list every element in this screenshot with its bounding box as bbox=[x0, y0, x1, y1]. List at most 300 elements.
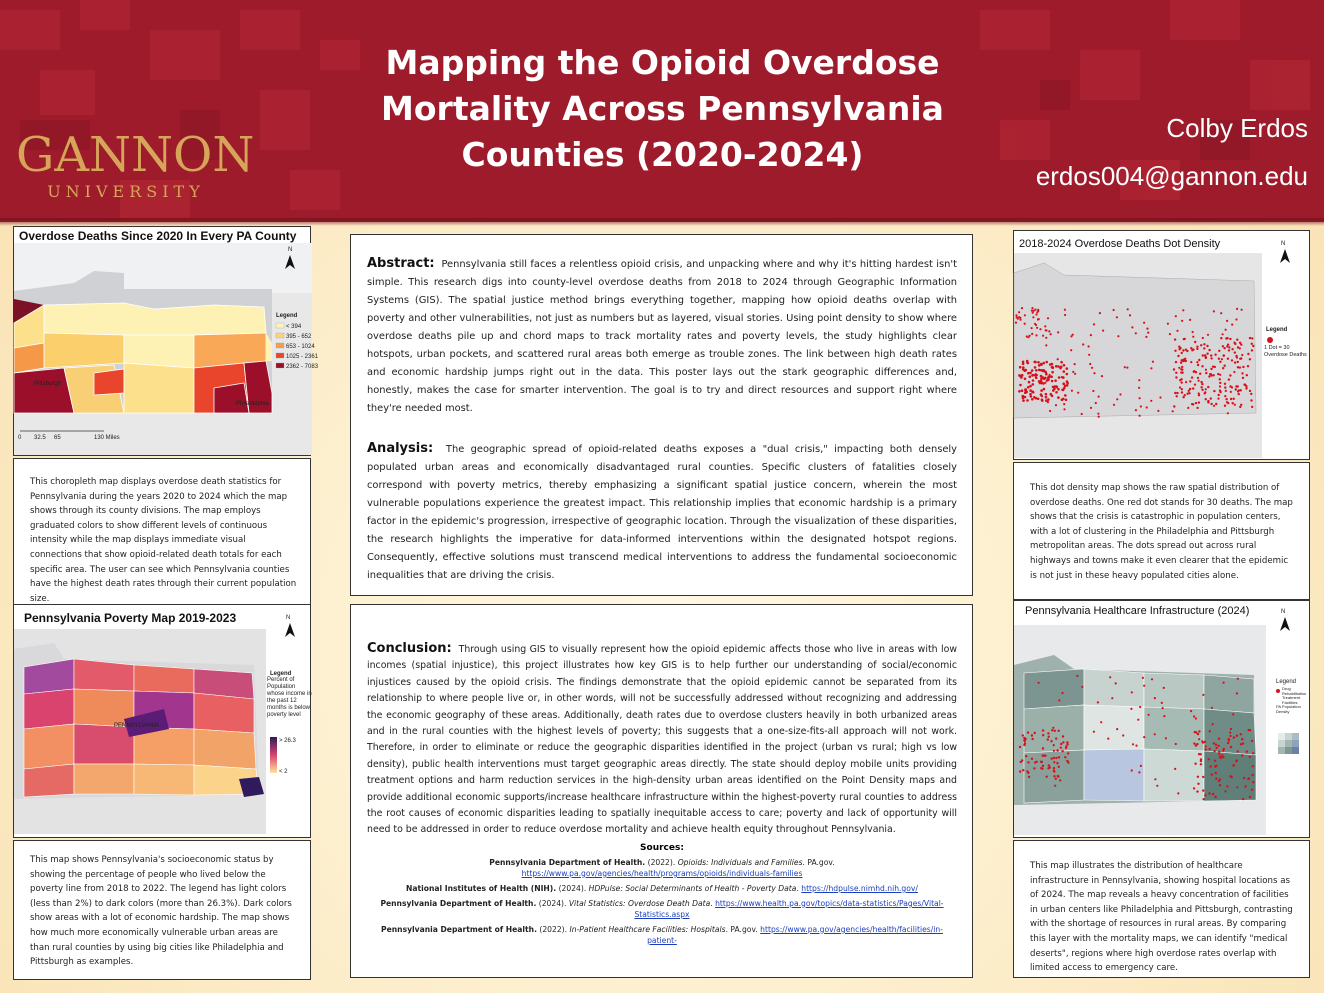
map-dot bbox=[1053, 750, 1055, 752]
map-dot bbox=[1229, 338, 1231, 340]
map-dot bbox=[1057, 775, 1059, 777]
map-dot bbox=[1178, 367, 1180, 369]
place-label-pennsylvania: PENNSYLVANIA bbox=[114, 723, 160, 729]
map-dot bbox=[1097, 701, 1099, 703]
map-dot bbox=[1135, 332, 1137, 334]
dot-legend bbox=[1264, 327, 1310, 369]
map-dot bbox=[1050, 393, 1053, 396]
map-dot bbox=[1241, 754, 1243, 756]
healthcare-caption: This map illustrates the distribution of healthcare infrastructure in Pennsylvania, showing hospital locations as of 2024. The map reveals a heavy concentration of facilities in urban centers like Philadelphia and Pittsburgh, contrasting with the shortage of resources in rural areas. By comparing this layer with the mortality maps, we can identify "medical deserts", regions where high overdose rates overlap with limited access to emergency care. bbox=[1030, 861, 1293, 974]
map-dot bbox=[1060, 747, 1062, 749]
map-dot bbox=[1024, 396, 1027, 399]
map-dot bbox=[1045, 337, 1047, 339]
map-dot bbox=[1196, 407, 1198, 409]
svg-text:130 Miles: 130 Miles bbox=[94, 435, 120, 441]
map-dot bbox=[1150, 400, 1152, 402]
map-dot bbox=[1240, 404, 1242, 406]
map-dot bbox=[1224, 790, 1226, 792]
map-dot bbox=[1236, 356, 1238, 358]
svg-text:N: N bbox=[286, 615, 291, 621]
map-dot bbox=[1179, 379, 1181, 381]
map-dot bbox=[1165, 737, 1167, 739]
source-item: Pennsylvania Department of Health. (2022). In-Patient Healthcare Facilities: Hospitals. PA.gov. https://www.pa.gov/agencies/health/facilities/in-patient- bbox=[381, 924, 943, 945]
map-dot bbox=[1052, 366, 1055, 369]
map-dot bbox=[1230, 728, 1232, 730]
map-dot bbox=[1038, 682, 1040, 684]
map-dot bbox=[1197, 377, 1199, 379]
map-dot bbox=[1019, 384, 1022, 387]
map-dot bbox=[1098, 416, 1100, 418]
map-dot bbox=[1209, 730, 1211, 732]
map-dot bbox=[1015, 322, 1017, 324]
map-dot bbox=[1042, 362, 1045, 365]
map-dot bbox=[1139, 415, 1141, 417]
map-dot bbox=[1045, 396, 1048, 399]
map-dot bbox=[1210, 403, 1212, 405]
map-dot bbox=[1034, 361, 1037, 364]
map-dot bbox=[1219, 778, 1221, 780]
map-dot bbox=[1039, 328, 1041, 330]
map-dot bbox=[1219, 385, 1221, 387]
map-dot bbox=[1044, 325, 1046, 327]
map-dot bbox=[1195, 744, 1197, 746]
map-dot bbox=[1051, 729, 1053, 731]
map-dot bbox=[1194, 763, 1196, 765]
map-dot bbox=[1224, 386, 1226, 388]
map-title: Pennsylvania Poverty Map 2019-2023 bbox=[24, 611, 237, 625]
poverty-map-panel bbox=[13, 604, 311, 838]
map-dot bbox=[1062, 735, 1064, 737]
map-dot bbox=[1027, 772, 1029, 774]
map-dot bbox=[1212, 793, 1214, 795]
map-dot bbox=[1215, 747, 1217, 749]
map-dot bbox=[1035, 313, 1037, 315]
map-dot bbox=[1042, 729, 1044, 731]
map-dot bbox=[1230, 391, 1232, 393]
map-dot bbox=[1218, 358, 1220, 360]
map-dot bbox=[1066, 384, 1069, 387]
map-dot bbox=[1197, 733, 1199, 735]
map-dot bbox=[1186, 350, 1188, 352]
map-dot bbox=[1203, 347, 1205, 349]
map-dot bbox=[1198, 359, 1200, 361]
map-dot bbox=[1135, 409, 1137, 411]
map-dot bbox=[1188, 392, 1190, 394]
map-dot bbox=[1250, 393, 1252, 395]
map-dot bbox=[1222, 345, 1224, 347]
map-dot bbox=[1167, 323, 1169, 325]
map-dot bbox=[1076, 675, 1078, 677]
map-dot bbox=[1236, 759, 1238, 761]
map-dot bbox=[1198, 380, 1200, 382]
map-dot bbox=[1047, 398, 1050, 401]
map-dot bbox=[1132, 743, 1134, 745]
map-dot bbox=[1163, 715, 1165, 717]
map-dot bbox=[1029, 372, 1032, 375]
map-dot bbox=[1063, 364, 1066, 367]
map-dot bbox=[1021, 759, 1023, 761]
map-dot bbox=[1194, 341, 1196, 343]
map-dot bbox=[1221, 754, 1223, 756]
map-dot bbox=[1190, 361, 1192, 363]
map-dot bbox=[1245, 385, 1247, 387]
map-dot bbox=[1249, 756, 1251, 758]
map-dot bbox=[1206, 353, 1208, 355]
map-dot bbox=[1031, 333, 1033, 335]
map-dot bbox=[1049, 374, 1051, 376]
map-dot bbox=[1043, 378, 1046, 381]
map-dot bbox=[1218, 394, 1220, 396]
map-dot bbox=[1240, 733, 1242, 735]
map-dot bbox=[1241, 354, 1243, 356]
map-dot bbox=[1219, 361, 1221, 363]
map-dot bbox=[1051, 371, 1054, 374]
map-dot bbox=[1223, 682, 1225, 684]
map-dot bbox=[1196, 790, 1198, 792]
map-dot bbox=[1033, 767, 1035, 769]
map-dot bbox=[1081, 413, 1083, 415]
map-dot bbox=[1231, 359, 1233, 361]
density-legend-item: PA Population Density bbox=[1276, 704, 1301, 714]
map-dot bbox=[1157, 410, 1159, 412]
map-dot bbox=[1119, 393, 1121, 395]
map-dot bbox=[1147, 332, 1149, 334]
map-dot bbox=[1045, 393, 1048, 396]
map-dot bbox=[1202, 354, 1204, 356]
map-dot bbox=[1252, 752, 1254, 754]
map-dot bbox=[1234, 361, 1236, 363]
map-dot bbox=[1055, 365, 1058, 368]
map-dot bbox=[1182, 349, 1184, 351]
map-dot bbox=[1249, 390, 1251, 392]
map-dot bbox=[1146, 406, 1148, 408]
svg-text:2362 - 7083: 2362 - 7083 bbox=[286, 364, 319, 370]
map-dot bbox=[1045, 361, 1048, 364]
map-dot bbox=[1062, 741, 1064, 743]
map-dot bbox=[1227, 412, 1229, 414]
map-dot bbox=[1064, 756, 1066, 758]
map-dot bbox=[1181, 359, 1183, 361]
map-dot bbox=[1180, 362, 1182, 364]
svg-text:65: 65 bbox=[54, 435, 61, 441]
map-dot bbox=[1231, 348, 1233, 350]
map-dot bbox=[1056, 762, 1058, 764]
map-dot bbox=[1213, 390, 1215, 392]
place-label-philadelphia: Philadelphia bbox=[236, 401, 269, 407]
map-dot bbox=[1198, 753, 1200, 755]
map-dot bbox=[1100, 721, 1102, 723]
map-dot bbox=[1021, 389, 1024, 392]
map-dot bbox=[1139, 706, 1141, 708]
map-dot bbox=[1026, 335, 1028, 337]
map-dot bbox=[1031, 307, 1033, 309]
map-dot bbox=[1218, 738, 1220, 740]
map-dot bbox=[1233, 764, 1235, 766]
map-dot bbox=[1228, 349, 1230, 351]
map-dot bbox=[1049, 766, 1051, 768]
poster-header bbox=[0, 0, 1324, 222]
map-dot bbox=[1214, 765, 1216, 767]
map-dot bbox=[1246, 374, 1248, 376]
map-dot bbox=[1181, 366, 1183, 368]
map-dot bbox=[1036, 311, 1038, 313]
map-dot bbox=[1029, 389, 1032, 392]
map-dot bbox=[1059, 779, 1061, 781]
map-dot bbox=[1229, 735, 1231, 737]
healthcare-legend bbox=[1276, 679, 1311, 754]
source-link[interactable]: https://www.pa.gov/agencies/health/facilities/in-patient- bbox=[647, 924, 943, 945]
map-dot bbox=[1022, 368, 1025, 371]
map-dot bbox=[1206, 345, 1208, 347]
map-dot bbox=[1207, 334, 1209, 336]
map-dot bbox=[1235, 318, 1237, 320]
map-dot bbox=[1026, 399, 1029, 402]
svg-text:N: N bbox=[1281, 241, 1286, 247]
map-dot bbox=[1232, 713, 1234, 715]
map-dot bbox=[1240, 743, 1242, 745]
map-dot bbox=[1093, 372, 1095, 374]
map-dot bbox=[1033, 310, 1035, 312]
map-dot bbox=[1058, 756, 1060, 758]
map-dot bbox=[1074, 363, 1076, 365]
map-dot bbox=[1192, 336, 1194, 338]
map-dot bbox=[1082, 343, 1084, 345]
map-dot bbox=[1059, 367, 1062, 370]
map-dot bbox=[1233, 398, 1235, 400]
map-dot bbox=[1226, 345, 1228, 347]
map-dot bbox=[1054, 785, 1056, 787]
map-dot bbox=[1201, 383, 1203, 385]
map-dot bbox=[1061, 750, 1063, 752]
map-dot bbox=[1041, 395, 1044, 398]
map-dot bbox=[1251, 343, 1253, 345]
map-dot bbox=[1047, 317, 1049, 319]
map-dot bbox=[1204, 794, 1206, 796]
map-dot bbox=[1251, 337, 1253, 339]
map-dot bbox=[1224, 383, 1226, 385]
analysis-text: The geographic spread of opioid-related deaths exposes a "dual crisis," impacting both densely populated urban areas and economically disadvantaged rural counties. Specific clusters of fatalities closely correspond with poverty metrics, thereby emphasizing a significant spatial justice concern, wherein the most vulnerable populations experience the greatest impact. This relationship implies that economic hardship is a primary factor in the epidemic's progression, irrespective of geographic location. Through the visualization of these disparities, the research highlights the imperative for data-informed interventions within the designated hotspot regions. Consequently, effective solutions must transcend medical interventions to address the fundamental socioeconomic inequalities that are driving the crisis. bbox=[367, 444, 958, 581]
map-dot bbox=[1053, 761, 1055, 763]
map-dot bbox=[1205, 388, 1207, 390]
map-dot bbox=[1064, 394, 1067, 397]
map-dot bbox=[1237, 750, 1239, 752]
map-dot bbox=[1181, 388, 1183, 390]
map-dot bbox=[1234, 343, 1236, 345]
conclusion-sources-box bbox=[350, 604, 973, 978]
abstract-paragraph bbox=[367, 255, 957, 418]
map-dot bbox=[1190, 347, 1192, 349]
map-dot bbox=[1193, 787, 1195, 789]
svg-text:32.5: 32.5 bbox=[34, 435, 46, 441]
map-dot bbox=[1116, 398, 1118, 400]
header-shadow bbox=[0, 218, 1324, 226]
map-dot bbox=[1247, 365, 1249, 367]
map-dot bbox=[1174, 350, 1176, 352]
map-dot bbox=[1152, 361, 1154, 363]
map-dot bbox=[1211, 707, 1213, 709]
map-dot bbox=[1091, 367, 1093, 369]
map-dot bbox=[1230, 398, 1232, 400]
map-dot bbox=[1202, 789, 1204, 791]
map-dot bbox=[1072, 371, 1074, 373]
map-dot bbox=[1031, 327, 1033, 329]
place-label-pittsburgh: Pittsburgh bbox=[34, 381, 62, 387]
map-dot bbox=[1038, 380, 1041, 383]
map-dot bbox=[1250, 399, 1252, 401]
map-dot bbox=[1163, 687, 1165, 689]
author-name: Colby Erdos bbox=[1166, 113, 1308, 143]
map-dot bbox=[1027, 372, 1030, 375]
map-dot bbox=[1102, 330, 1104, 332]
facility-legend-item: Drug Rehabilitation Treatment Facilities bbox=[1282, 686, 1307, 705]
map-dot bbox=[1047, 379, 1050, 382]
source-link[interactable]: https://www.pa.gov/agencies/health/programs/opioids/individuals-families bbox=[521, 868, 803, 878]
map-dot bbox=[1020, 375, 1023, 378]
map-dot bbox=[1209, 373, 1211, 375]
map-dot bbox=[1095, 402, 1097, 404]
map-dot bbox=[1176, 392, 1178, 394]
map-dot bbox=[1061, 389, 1063, 391]
map-dot bbox=[1040, 363, 1043, 366]
analysis-paragraph bbox=[367, 440, 957, 585]
map-dot bbox=[1251, 740, 1253, 742]
map-dot bbox=[1220, 312, 1222, 314]
map-dot bbox=[1178, 346, 1180, 348]
map-dot bbox=[1063, 408, 1065, 410]
map-dot bbox=[1115, 682, 1117, 684]
map-dot bbox=[1019, 746, 1021, 748]
map-dot bbox=[1237, 678, 1239, 680]
map-dot bbox=[1208, 758, 1210, 760]
map-dot bbox=[1055, 737, 1057, 739]
map-dot bbox=[1057, 396, 1060, 399]
conclusion-text: Through using GIS to visually represent how the opioid epidemic affects those who live in areas with low incomes (spatial injustice), this project illustrates how key GIS is to help further our understanding of social/economic injustices caused by the opioid crisis. The findings demonstrate that the opioid epidemic cannot be separated from its relationship to where people live or, in other words, will not be successfully addressed without recognizing and addressing the economic geography of these areas. Additionally, death rates due to overdose clusters heavily in both urbanized areas and in the rural counties with the highest levels of poverty; this suggests that a one-size-fits-all approach will not work. Therefore, in order to eliminate or reduce the geographic disparities identified in the project (urban vs rural; high vs low density), public health interventions must target geographic areas directly. The state should deploy mobile units providing treatment options and harm reduction services in the high-density urban areas identified on the Point Density maps and provide additional economic supports/increase healthcare infrastructure within the highest-poverty rural counties to address the root causes of economic disparities leading to spatially inequitable access to care; poverty and lack of opportunity will need to be addressed in order to reduce overdose mortality and achieve health equity throughout Pennsylvania. bbox=[367, 644, 957, 836]
map-dot bbox=[1215, 772, 1217, 774]
map-dot bbox=[1044, 370, 1046, 372]
map-dot bbox=[1054, 379, 1057, 382]
map-dot bbox=[1173, 405, 1175, 407]
map-dot bbox=[1032, 383, 1035, 386]
map-dot bbox=[1041, 382, 1044, 385]
map-dot bbox=[1201, 740, 1203, 742]
map-dot bbox=[1185, 381, 1187, 383]
map-dot bbox=[1024, 323, 1026, 325]
map-dot bbox=[1241, 372, 1243, 374]
map-dot bbox=[1058, 699, 1060, 701]
map-dot bbox=[1228, 378, 1230, 380]
map-dot bbox=[1219, 389, 1221, 391]
map-dot bbox=[1198, 392, 1200, 394]
map-dot bbox=[1037, 398, 1040, 401]
map-dot bbox=[1197, 783, 1199, 785]
map-dot bbox=[1224, 395, 1226, 397]
map-dot bbox=[1034, 323, 1036, 325]
map-dot bbox=[1027, 386, 1030, 389]
map-dot bbox=[1239, 347, 1241, 349]
map-dot bbox=[1055, 757, 1057, 759]
svg-text:653 - 1024: 653 - 1024 bbox=[286, 344, 315, 350]
map-dot bbox=[1232, 402, 1234, 404]
gannon-logo bbox=[16, 127, 255, 201]
title-line-3: Counties (2020-2024) bbox=[461, 135, 864, 174]
map-dot bbox=[1224, 365, 1226, 367]
map-dot bbox=[1023, 744, 1025, 746]
map-dot bbox=[1097, 413, 1099, 415]
map-dot bbox=[1053, 757, 1055, 759]
map-dot bbox=[1222, 367, 1224, 369]
source-link[interactable]: https://www.health.pa.gov/topics/data-statistics/Pages/Vital-Statistics.aspx bbox=[634, 898, 944, 919]
abstract-heading: Abstract: bbox=[367, 256, 435, 271]
map-dot bbox=[1212, 723, 1214, 725]
map-dot bbox=[1175, 372, 1177, 374]
map-dot bbox=[1060, 361, 1063, 364]
map-dot bbox=[1245, 387, 1247, 389]
map-dot bbox=[1088, 354, 1090, 356]
source-link[interactable]: https://hdpulse.nimhd.nih.gov/ bbox=[801, 883, 918, 893]
map-dot bbox=[1064, 309, 1066, 311]
map-dot bbox=[1111, 697, 1113, 699]
map-dot bbox=[1057, 358, 1059, 360]
map-dot bbox=[1054, 730, 1056, 732]
map-dot bbox=[1031, 398, 1034, 401]
map-title: Overdose Deaths Since 2020 In Every PA County bbox=[19, 229, 297, 243]
map-dot bbox=[1035, 376, 1038, 379]
title-line-1: Mapping the Opioid Overdose bbox=[385, 43, 940, 82]
choropleth-caption: This choropleth map displays overdose death statistics for Pennsylvania during the years 2020 to 2024 which the map shows through its county divisions. The map employs graduated colors to show different levels of continuous intensity while the map displays immediate visual connections that show opioid-related death totals for each specific area. The user can see which Pennsylvania counties have the highest death rates through their current population size. bbox=[30, 477, 297, 604]
map-dot bbox=[1053, 770, 1055, 772]
logo-main-text: GANNON bbox=[16, 127, 255, 183]
map-dot bbox=[1214, 354, 1216, 356]
map-dot bbox=[1243, 777, 1245, 779]
map-dot bbox=[1202, 337, 1204, 339]
svg-text:1025 - 2361: 1025 - 2361 bbox=[286, 354, 319, 360]
map-dot bbox=[1215, 778, 1217, 780]
map-dot bbox=[1204, 748, 1206, 750]
map-dot bbox=[1067, 761, 1069, 763]
map-dot bbox=[1175, 376, 1177, 378]
map-dot bbox=[1019, 319, 1021, 321]
map-dot bbox=[1252, 774, 1254, 776]
map-dot bbox=[1198, 738, 1200, 740]
conclusion-heading: Conclusion: bbox=[367, 641, 452, 656]
map-dot bbox=[1174, 338, 1176, 340]
map-dot bbox=[1040, 389, 1043, 392]
dot-legend-item: 1 Dot = 30 Overdose Deaths bbox=[1264, 345, 1307, 358]
map-dot bbox=[1218, 753, 1220, 755]
map-dot bbox=[1222, 333, 1224, 335]
sources-heading: Sources: bbox=[640, 842, 684, 853]
map-dot bbox=[1174, 768, 1176, 770]
map-dot bbox=[1204, 741, 1206, 743]
map-dot bbox=[1122, 734, 1124, 736]
map-dot bbox=[1019, 317, 1021, 319]
map-dot bbox=[1176, 395, 1178, 397]
map-dot bbox=[1049, 363, 1052, 366]
map-dot bbox=[1113, 404, 1115, 406]
map-dot bbox=[1107, 738, 1109, 740]
map-dot bbox=[1024, 388, 1027, 391]
map-dot bbox=[1031, 738, 1033, 740]
map-dot bbox=[1047, 738, 1049, 740]
map-dot bbox=[1188, 390, 1190, 392]
map-dot bbox=[1181, 381, 1183, 383]
map-dot bbox=[1212, 366, 1214, 368]
map-dot bbox=[1205, 372, 1207, 374]
map-dot bbox=[1220, 337, 1222, 339]
map-dot bbox=[1067, 752, 1069, 754]
poster-title bbox=[350, 40, 975, 178]
map-dot bbox=[1089, 363, 1091, 365]
